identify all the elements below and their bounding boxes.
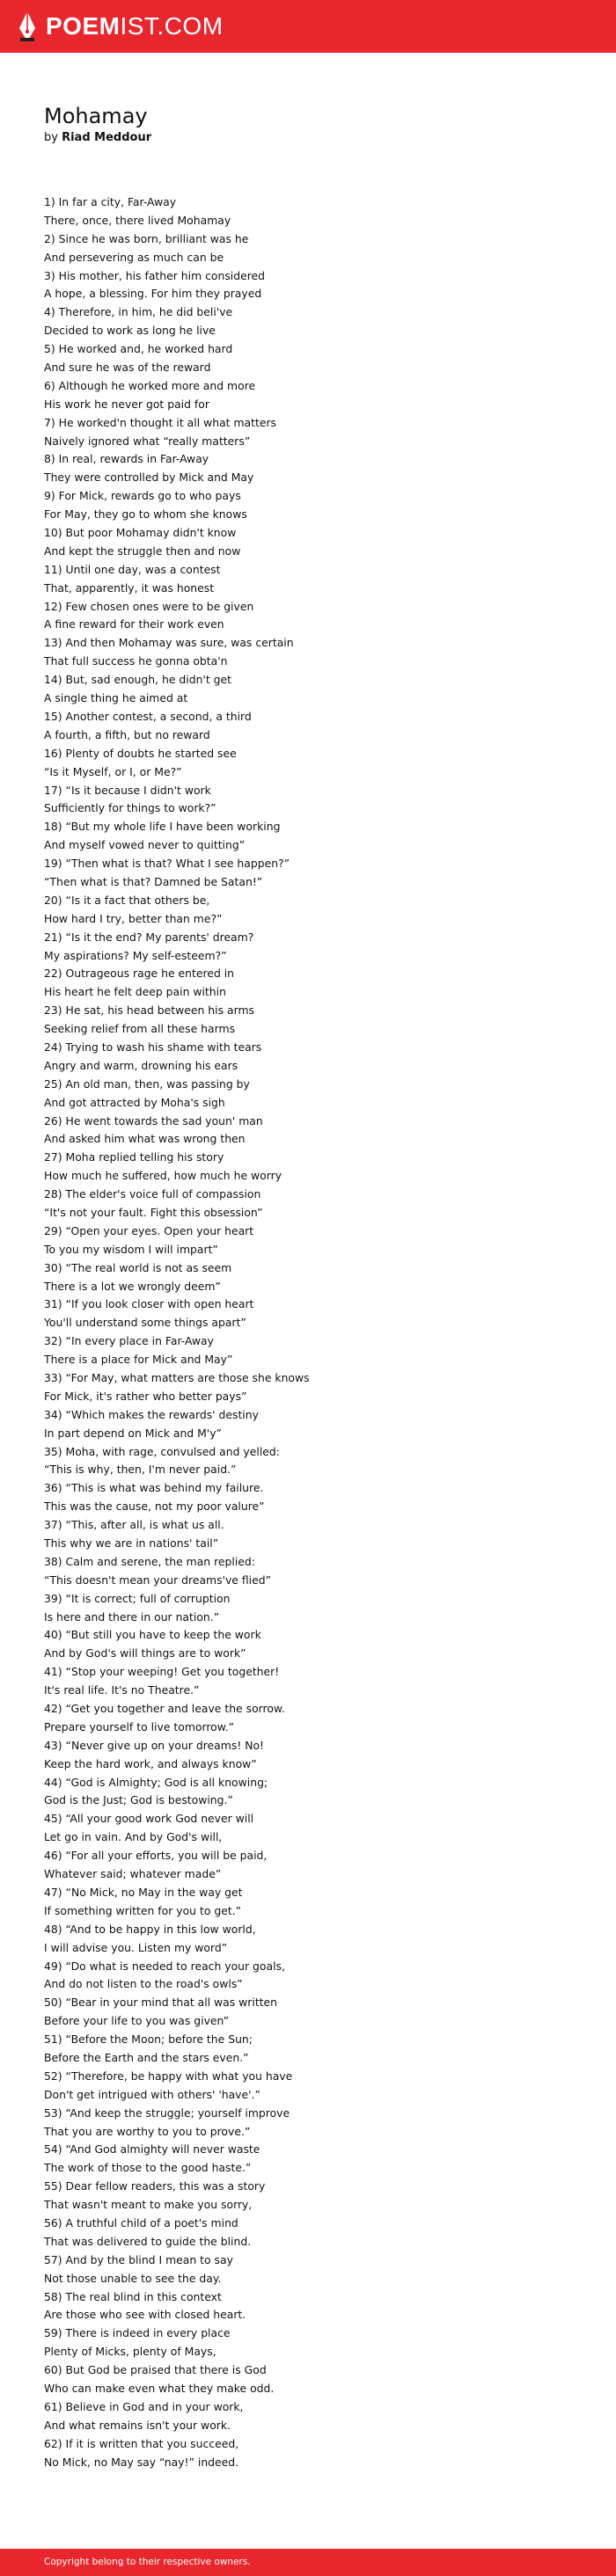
poem-line: There is a place for Mick and May” bbox=[44, 1353, 233, 1367]
poem-line: For May, they go to whom she knows bbox=[44, 507, 247, 522]
poem-line: 2) Since he was born, brilliant was he bbox=[44, 231, 249, 245]
poem-line: 12) Few chosen ones were to be given bbox=[44, 599, 254, 613]
poem-line: Keep the hard work, and always know” bbox=[44, 1756, 257, 1770]
poem-line: And sure he was of the reward bbox=[44, 361, 211, 375]
poem-line: And by God's will things are to work” bbox=[44, 1646, 246, 1660]
poem-line: A fine reward for their work even bbox=[44, 617, 224, 631]
poem-line: Are those who see with closed heart. bbox=[44, 2308, 246, 2322]
poem-line: 52) “Therefore, be happy with what you have bbox=[44, 2069, 293, 2083]
poem-line: 25) An old man, then, was passing by bbox=[44, 1076, 250, 1091]
poem-line: 42) “Get you together and leave the sorrow. bbox=[44, 1702, 285, 1716]
poem-body bbox=[44, 193, 590, 2471]
poem-line: 28) The elder's voice full of compassion bbox=[44, 1187, 261, 1201]
poem-line: 50) “Bear in your mind that all was written bbox=[44, 1996, 278, 2010]
poem-line: Prepare yourself to live tomorrow.” bbox=[44, 1719, 235, 1733]
poem-line: God is the Just; God is bestowing.” bbox=[44, 1793, 233, 1807]
poem-line: 24) Trying to wash his shame with tears bbox=[44, 1040, 262, 1054]
poem-line: No Mick, no May say “nay!” indeed. bbox=[44, 2455, 239, 2469]
poem-line: You'll understand some things apart” bbox=[44, 1316, 246, 1330]
poem-line: A fourth, a fifth, but no reward bbox=[44, 727, 210, 741]
poem-line: A single thing he aimed at bbox=[44, 691, 188, 705]
poem-line: Before your life to you was given” bbox=[44, 2014, 230, 2028]
poem-line: 26) He went towards the sad youn' man bbox=[44, 1113, 263, 1127]
poem-line: 62) If it is written that you succeed, bbox=[44, 2436, 239, 2450]
poem-line: 14) But, sad enough, he didn't get bbox=[44, 673, 231, 687]
poem-line: 32) “In every place in Far-Away bbox=[44, 1334, 214, 1348]
poem-line: 48) “And to be happy in this low world, bbox=[44, 1922, 256, 1936]
poem-line: And asked him what was wrong then bbox=[44, 1132, 246, 1146]
poem-line: 11) Until one day, was a contest bbox=[44, 562, 221, 576]
poem-line: Is here and there in our nation.” bbox=[44, 1609, 220, 1624]
poem-line: 58) The real blind in this context bbox=[44, 2289, 222, 2303]
poem-line: 10) But poor Mohamay didn't know bbox=[44, 526, 237, 540]
poem-line: 4) Therefore, in him, he did beli've bbox=[44, 305, 233, 319]
poem-title: Mohamay bbox=[44, 104, 148, 128]
poem-line: And myself vowed never to quitting” bbox=[44, 838, 246, 852]
pen-nib-icon bbox=[18, 11, 37, 42]
poem-line: And kept the struggle then and now bbox=[44, 544, 241, 558]
poem-line: 5) He worked and, he worked hard bbox=[44, 342, 233, 356]
poem-line: 53) “And keep the struggle; yourself improve bbox=[44, 2105, 290, 2120]
poem-line: 47) “No Mick, no May in the way get bbox=[44, 1885, 243, 1899]
poem-line: Who can make even what they make odd. bbox=[44, 2381, 275, 2395]
poem-line: A hope, a blessing. For him they prayed bbox=[44, 287, 262, 301]
poem-line: Let go in vain. And by God's will, bbox=[44, 1830, 223, 1844]
top-bar bbox=[0, 0, 616, 53]
poem-line: 59) There is indeed in every place bbox=[44, 2326, 231, 2340]
poem-line: It's real life. It's no Theatre.” bbox=[44, 1683, 200, 1697]
poem-line: 38) Calm and serene, the man replied: bbox=[44, 1554, 255, 1568]
byline bbox=[44, 131, 151, 144]
poem-line: That wasn't meant to make you sorry, bbox=[44, 2198, 253, 2212]
author-link[interactable]: Riad Meddour bbox=[62, 131, 152, 144]
copyright-text: Copyright belong to their respective owners. bbox=[44, 2557, 251, 2567]
poem-line: “It's not your fault. Fight this obsession” bbox=[44, 1205, 263, 1219]
poem-line: 17) “Is it because I didn't work bbox=[44, 783, 211, 797]
poem-line: That, apparently, it was honest bbox=[44, 580, 215, 595]
poem-line: Sufficiently for things to work?” bbox=[44, 801, 216, 815]
poem-line: 51) “Before the Moon; before the Sun; bbox=[44, 2032, 253, 2047]
poem-line: 13) And then Mohamay was sure, was certain bbox=[44, 636, 294, 650]
poem-line: 46) “For all your efforts, you will be paid, bbox=[44, 1849, 268, 1863]
poem-line: 22) Outrageous rage he entered in bbox=[44, 967, 235, 981]
poem-line: 7) He worked'n thought it all what matters bbox=[44, 415, 277, 429]
poem-line: 21) “Is it the end? My parents' dream? bbox=[44, 930, 254, 944]
poem-line: How much he suffered, how much he worry bbox=[44, 1169, 282, 1183]
poem-line: That full success he gonna obta'n bbox=[44, 654, 228, 668]
poem-line: 23) He sat, his head between his arms bbox=[44, 1003, 254, 1018]
poem-line: 37) “This, after all, is what us all. bbox=[44, 1518, 224, 1532]
poem-line: If something written for you to get.” bbox=[44, 1903, 242, 1917]
poem-line: Seeking relief from all these harms bbox=[44, 1022, 236, 1036]
poem-line: 3) His mother, his father him considered bbox=[44, 268, 266, 282]
poem-line: 44) “God is Almighty; God is all knowing; bbox=[44, 1775, 268, 1789]
poem-line: Decided to work as long he live bbox=[44, 324, 216, 338]
poem-line: 35) Moha, with rage, convulsed and yelled: bbox=[44, 1444, 280, 1458]
poem-line: 39) “It is correct; full of corruption bbox=[44, 1591, 231, 1605]
poem-line: 54) “And God almighty will never waste bbox=[44, 2142, 260, 2156]
poem-line: They were controlled by Mick and May bbox=[44, 471, 254, 485]
poem-line: 41) “Stop your weeping! Get you together! bbox=[44, 1665, 280, 1679]
poem-line: 19) “Then what is that? What I see happen?” bbox=[44, 857, 290, 871]
poem-line: 9) For Mick, rewards go to who pays bbox=[44, 489, 241, 503]
poem-line: “Then what is that? Damned be Satan!” bbox=[44, 874, 263, 888]
poem-line: Plenty of Micks, plenty of Mays, bbox=[44, 2345, 216, 2359]
poem-line: 56) A truthful child of a poet's mind bbox=[44, 2215, 238, 2229]
poem-line: And do not listen to the road's owls” bbox=[44, 1977, 243, 1991]
poem-line: 34) “Which makes the rewards' destiny bbox=[44, 1407, 259, 1421]
poem-line: 31) “If you look closer with open heart bbox=[44, 1297, 254, 1311]
poem-line: Before the Earth and the stars even.” bbox=[44, 2050, 249, 2064]
poem-line: “This is why, then, I'm never paid.” bbox=[44, 1463, 237, 1477]
poem-line: 29) “Open your eyes. Open your heart bbox=[44, 1223, 254, 1237]
poem-line: His work he never got paid for bbox=[44, 397, 209, 411]
poem-line: There is a lot we wrongly deem” bbox=[44, 1279, 221, 1293]
poem-line: My aspirations? My self-esteem?” bbox=[44, 948, 227, 962]
poem-line: This why we are in nations' tail” bbox=[44, 1536, 219, 1551]
poem-line: This was the cause, not my poor valure” bbox=[44, 1500, 265, 1514]
poem-line: 6) Although he worked more and more bbox=[44, 378, 256, 392]
poem-line: 33) “For May, what matters are those she knows bbox=[44, 1371, 310, 1384]
poem-line: 36) “This is what was behind my failure. bbox=[44, 1481, 264, 1495]
poem-line: And got attracted by Moha's sigh bbox=[44, 1095, 225, 1109]
poem-line: His heart he felt deep pain within bbox=[44, 985, 226, 999]
poem-line: There, once, there lived Mohamay bbox=[44, 213, 231, 227]
poem-line: 43) “Never give up on your dreams! No! bbox=[44, 1738, 265, 1752]
poem-line: 40) “But still you have to keep the work bbox=[44, 1628, 261, 1642]
poem-line: 61) Believe in God and in your work, bbox=[44, 2399, 244, 2413]
poem-line: Not those unable to see the day. bbox=[44, 2271, 222, 2285]
poem-line: 1) In far a city, Far-Away bbox=[44, 195, 177, 208]
poem-line: That you are worthy to you to prove.” bbox=[44, 2124, 251, 2138]
poem-line: 57) And by the blind I mean to say bbox=[44, 2252, 233, 2266]
poem-line: That was delivered to guide the blind. bbox=[44, 2234, 252, 2248]
poem-line: 18) “But my whole life I have been working bbox=[44, 820, 281, 834]
poem-line: Don't get intrigued with others' 'have'.” bbox=[44, 2087, 260, 2101]
poem-line: Whatever said; whatever made” bbox=[44, 1867, 222, 1881]
poem-line: The work of those to the good haste.” bbox=[44, 2161, 252, 2175]
site-logo[interactable] bbox=[18, 11, 224, 42]
poem-line: How hard I try, better than me?” bbox=[44, 911, 223, 925]
poem-line: 49) “Do what is needed to reach your goals, bbox=[44, 1959, 285, 1973]
poem-line: 8) In real, rewards in Far-Away bbox=[44, 452, 209, 466]
poem-line: 60) But God be praised that there is God bbox=[44, 2363, 267, 2377]
poem-line: To you my wisdom I will impart” bbox=[44, 1242, 218, 1256]
poem-line: Angry and warm, drowning his ears bbox=[44, 1058, 238, 1072]
site-brand: POEMIST.COM bbox=[46, 12, 224, 40]
poem-line: “This doesn't mean your dreams've flied” bbox=[44, 1573, 272, 1587]
poem-line: “Is it Myself, or I, or Me?” bbox=[44, 764, 182, 778]
poem-line: 30) “The real world is not as seem bbox=[44, 1260, 232, 1274]
poem-line: 27) Moha replied telling his story bbox=[44, 1150, 224, 1164]
poem-line: And what remains isn't your work. bbox=[44, 2418, 231, 2432]
poem-line: Naively ignored what “really matters” bbox=[44, 434, 251, 448]
poem-line: 15) Another contest, a second, a third bbox=[44, 709, 252, 723]
poem-line: And persevering as much can be bbox=[44, 250, 224, 264]
footer bbox=[0, 2549, 616, 2576]
poem-line: For Mick, it's rather who better pays” bbox=[44, 1389, 247, 1403]
poem-line: I will advise you. Listen my word” bbox=[44, 1940, 228, 1954]
poem-line: 20) “Is it a fact that others be, bbox=[44, 893, 210, 907]
poem-line: 55) Dear fellow readers, this was a story bbox=[44, 2179, 266, 2193]
poem-line: 45) “All your good work God never will bbox=[44, 1812, 254, 1826]
poem-line: In part depend on Mick and M'y” bbox=[44, 1426, 222, 1440]
by-label: by bbox=[44, 131, 58, 144]
poem-line: 16) Plenty of doubts he started see bbox=[44, 746, 237, 760]
